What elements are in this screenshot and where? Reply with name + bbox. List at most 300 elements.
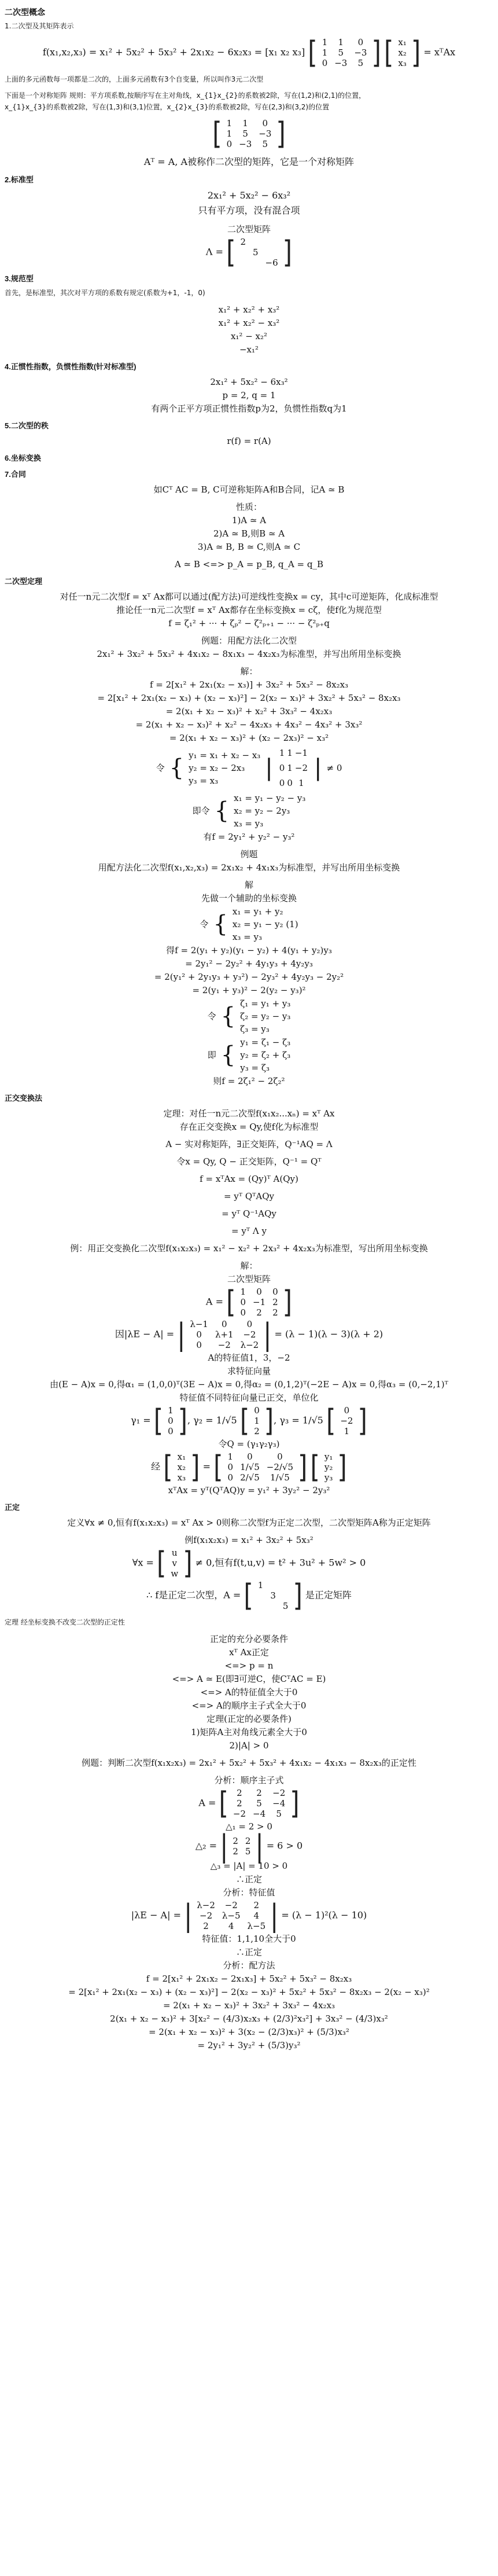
matrix-cell: −2 (340, 1416, 353, 1426)
theorem-line: 存在正交变换x = Qy,使f化为标准型 (179, 1122, 319, 1132)
pd-label: ∴ f是正定二次型，A = (146, 1589, 241, 1601)
y-vector (311, 1451, 347, 1483)
matrix-cell: λ+1 (215, 1329, 234, 1340)
matrix-row (193, 1900, 269, 1910)
conclusion: ∴正定 (235, 1947, 262, 1957)
section-title: 二次型定理 (5, 577, 43, 586)
matrix-a-display (212, 115, 286, 151)
congruence-prop: 2)A ≃ B,则B ≃ A (213, 528, 285, 539)
lambda-matrix (226, 234, 293, 270)
matrix-row (186, 1329, 262, 1340)
section-title: 6.坐标变换 (5, 454, 41, 462)
matrix-row (167, 1548, 182, 1558)
matrix-cell: 2 (233, 1836, 238, 1846)
determinant-matrix (278, 745, 309, 791)
forall-result: ≠ 0,恒有f(t,u,v) = t² + 3u² + 5w² > 0 (195, 1557, 366, 1568)
analysis-label: 分析：配方法 (223, 1960, 275, 1971)
final-result: xᵀAx = yᵀ(QᵀAQ)y = y₁² + 3y₂² − 2y₃² (168, 1485, 330, 1495)
matrix-cell: 0 (254, 1405, 260, 1416)
matrix-table (278, 745, 309, 791)
matrix-cell (262, 247, 282, 258)
matrix-cell: y₂ (324, 1462, 333, 1472)
aux-substitution (5, 905, 493, 943)
sub-line: y₂ = ζ₂ + ζ₃ (240, 1050, 291, 1060)
matrix-cell: 0 (246, 1319, 253, 1329)
section-title: 正交变换法 (5, 1094, 43, 1103)
matrix-cell: 0 (168, 1426, 174, 1436)
matrix-cell: −2 (224, 1900, 238, 1910)
minor2-label: △₂ = (195, 1840, 217, 1851)
matrix-cell: y₁ (324, 1451, 333, 1462)
derivation-line: = 2(x₁ + x₂ − x₃)² + x₂² − 4x₂x₃ + 4x₃² − 4x₃² + 3x₃² (135, 719, 363, 730)
char-result: = (λ − 1)²(λ − 10) (281, 1909, 367, 1921)
matrix-row (224, 1451, 297, 1462)
sub-line: ζ₁ = y₁ + y₃ (240, 998, 291, 1009)
matrix-table (250, 1405, 263, 1436)
matrix-bracket-left: [ (219, 1785, 228, 1821)
matrix-cell: 5 (245, 1846, 251, 1857)
matrix-row (223, 139, 275, 149)
matrix-cell: 2 (237, 1788, 242, 1798)
matrix-row (279, 776, 308, 790)
matrix-bracket-right: | (255, 1828, 264, 1864)
congruence-prop: 1)A ≃ A (231, 515, 267, 526)
aux-text: 先做一个辅助的坐标变换 (201, 893, 297, 903)
matrix-table (229, 1836, 254, 1857)
matrix-bracket-right: ] (178, 1402, 188, 1438)
standard-desc: 只有平方项，没有混合项 (198, 205, 300, 216)
matrix-cell: 1 (322, 47, 328, 58)
positive-definite-line (5, 1577, 493, 1613)
matrix-a-block (5, 1284, 493, 1320)
matrix-cell: 0 (262, 118, 268, 128)
matrix-cell: x₃ (177, 1472, 186, 1483)
matrix-row (254, 1601, 292, 1611)
sub-line: ζ₂ = y₂ − y₃ (240, 1011, 291, 1021)
section-title: 3.规范型 (5, 274, 34, 283)
matrix-cell: y₃ (324, 1472, 333, 1483)
sub-line: y₃ = x₃ (189, 776, 219, 786)
matrix-bracket-right: ] (183, 1545, 193, 1581)
solution-label: 解 (244, 880, 253, 890)
matrix-cell: 1 (338, 37, 344, 47)
derivation-line: = 2[x₁² + 2x₁(x₂ − x₃) + (x₂ − x₃)²] − 2(x₂ − x₃)² + 5x₂² + 5x₃² − 8x₂x₃ − 2(x₂ − x₃)² (68, 1987, 430, 1997)
matrix-bracket-right: ] (298, 1449, 308, 1484)
matrix-cell: 0 (279, 778, 285, 788)
matrix-row (164, 1426, 177, 1436)
matrix-cell (237, 258, 249, 268)
matrix-table (237, 1287, 281, 1318)
matrix-table (224, 1451, 297, 1483)
matrix-row (164, 1416, 177, 1426)
matrix-title: 二次型矩阵 (227, 1274, 271, 1284)
matrix-cell: 1 (322, 37, 328, 47)
matrix-cell: 0 (247, 1451, 253, 1462)
matrix-cell (267, 1601, 279, 1611)
matrix-row (167, 1558, 182, 1568)
example-text: 例题：判断二次型f(x₁x₂x₃) = 2x₁² + 5x₂² + 5x₃² + 4x₁x₂ − 4x₁x₃ − 8x₂x₃的正定性 (82, 1758, 416, 1768)
matrix-cell: 1 (279, 748, 285, 758)
sub-line: ζ₃ = y₃ (240, 1024, 270, 1034)
derivation-line: = 2(y₁ + y₃)² − 2(y₂ − y₃)² (192, 985, 306, 995)
matrix-bracket-left: [ (244, 1577, 253, 1613)
substitution-lines (240, 997, 290, 1035)
matrix-cell: 0 (226, 139, 233, 149)
matrix-cell: 0 (256, 1287, 262, 1297)
matrix-row (193, 1921, 269, 1931)
note-text: 下面是一个对称矩阵 规则：平方项系数,按顺序写在主对角线，x_{1}x_{2}的系数被2除，写在(1,2)和(2,1)的位置， (5, 91, 366, 100)
matrix-row (394, 58, 410, 68)
then-label: 即 (207, 1050, 216, 1060)
matrix-row (174, 1451, 189, 1462)
matrix-table (164, 1405, 177, 1436)
matrix-cell: −2 (200, 1910, 213, 1921)
matrix-cell: 1 (242, 118, 248, 128)
note-text: x_{1}x_{3}的系数被2除，写在(1,3)和(3,1)位置，x_{2}x_{3}的系数被2除，写在(2,3)和(3,2)的位置 (5, 103, 330, 111)
substitution-lines (240, 1036, 290, 1074)
derivation-line: f = 2[x₁² + 2x₁(x₂ − x₃)] + 3x₂² + 5x₃² − 8x₂x₃ (149, 679, 349, 690)
q-matrix (213, 1451, 307, 1483)
matrix-cell: 0 (344, 1405, 350, 1416)
derivation-line: = 2[x₁² + 2x₁(x₂ − x₃) + (x₂ − x₃)²] − 2(x₂ − x₃)² + 3x₂² + 5x₃² − 8x₂x₃ (97, 693, 401, 703)
derivation-line: = 2(x₁ + x₂ − x₃)² + (x₂ − 2x₃)² − x₃² (169, 733, 329, 743)
gamma3-label: γ₃ = (279, 1414, 300, 1426)
matrix-cell: 5 (276, 1809, 282, 1819)
matrix-bracket-right: ] (371, 34, 381, 70)
matrix-row (250, 1416, 263, 1426)
matrix-row (229, 1836, 254, 1846)
brace: { (220, 1003, 236, 1030)
matrix-cell (249, 258, 262, 268)
a-label: A = (198, 1797, 216, 1809)
equation-right: = xᵀAx (423, 46, 456, 58)
char-label: 因|λE − A| = (115, 1328, 175, 1340)
matrix-bracket-right: ] (190, 1449, 200, 1484)
characteristic-eq (5, 1897, 493, 1933)
matrix-bracket-left: [ (326, 1402, 336, 1438)
eigenvectors: 由(E − A)x = 0,得α₁ = (1,0,0)ᵀ(3E − A)x = 0,得α₂ = (0,1,2)ᵀ(−2E − A)x = 0,得α₃ = (0,−2,1)ᵀ (50, 1379, 448, 1390)
section-title: 5.二次型的秩 (5, 421, 49, 430)
matrix-row (321, 1451, 337, 1462)
matrix-cell: 0 (272, 1287, 278, 1297)
matrix-title: 二次型矩阵 (227, 224, 271, 234)
matrix-row (237, 1287, 281, 1297)
section-title: 7.合同 (5, 470, 26, 479)
matrix-cell: −3 (354, 47, 367, 58)
equation-left: f(x₁,x₂,x₃) = x₁² + 5x₂² + 5x₃² + 2x₁x₂ − 6x₂x₃ = [x₁ x₂ x₃] (42, 46, 305, 58)
diagonal-matrix (5, 234, 493, 270)
criteria-line: 正定的充分必要条件 (209, 1634, 288, 1644)
matrix-cell: 0 (357, 37, 364, 47)
sub-line: x₃ = y₃ (232, 932, 262, 942)
matrix-table (230, 1788, 289, 1819)
conclusion: ∴正定 (235, 1874, 262, 1884)
matrix-cell: 1 (227, 1451, 234, 1462)
let-label: 令 (200, 919, 209, 929)
inertia-desc: 有两个正平方项正惯性指数p为2，负惯性指数q为1 (151, 403, 347, 414)
theorem-line: 令x = Qy, Q − 正交矩阵，Q⁻¹ = Qᵀ (176, 1156, 322, 1167)
matrix-bracket-right: ] (293, 1577, 303, 1613)
matrix-row (186, 1340, 262, 1350)
matrix-cell: 2 (256, 1788, 262, 1798)
matrix-table (193, 1900, 269, 1931)
derivation-line: f = 2[x₁² + 2x₁x₂ − 2x₁x₃] + 5x₂² + 5x₃² − 8x₂x₃ (146, 1974, 352, 1984)
example-text: 用配方法化二次型f(x₁,x₂,x₃) = 2x₁x₂ + 4x₁x₃为标准型，并写出所用坐标变换 (98, 862, 400, 873)
matrix-cell (249, 237, 262, 247)
matrix-cell: 2 (203, 1921, 209, 1931)
rank-eq: r(f) = r(A) (227, 436, 271, 446)
matrix-cell: 1 (287, 748, 293, 758)
matrix-cell: −3 (334, 58, 348, 68)
matrix-cell: 2 (254, 1426, 260, 1436)
minor-line: △₃ = |A| = 10 > 0 (210, 1861, 288, 1871)
matrix-cell: 1 (344, 1426, 350, 1436)
matrix-cell: 4 (228, 1921, 234, 1931)
matrix-cell: 2 (272, 1307, 278, 1318)
derivation-line: = yᵀ Q⁻¹AQy (222, 1208, 276, 1219)
matrix-cell: 2 (272, 1297, 278, 1307)
matrix-row (164, 1405, 177, 1416)
example-text: 2x₁² + 3x₂² + 5x₃² + 4x₁x₂ − 8x₁x₃ − 4x₂x₃为标准型，并写出所用坐标变换 (97, 649, 401, 659)
minor2-result: = 6 > 0 (266, 1840, 303, 1851)
char-label: |λE − A| = (131, 1909, 181, 1921)
matrix-row (319, 47, 371, 58)
eigenvalues: 特征值：1,1,10全大于0 (202, 1934, 296, 1944)
det-bar: | (265, 755, 273, 781)
zeta-substitution (5, 997, 493, 1035)
matrix-row (279, 761, 308, 775)
symmetric-note: Aᵀ = A, A被称作二次型的矩阵，它是一个对称矩阵 (143, 156, 355, 167)
matrix-row (224, 1462, 297, 1472)
matrix-table (223, 118, 275, 149)
example-text: 例：用正交变换化二次型f(x₁x₂x₃) = x₁² − x₂² + 2x₃² + 4x₂x₃为标准型，写出所用坐标变换 (70, 1243, 428, 1254)
matrix-row (237, 1297, 281, 1307)
matrix-row (230, 1798, 289, 1809)
derivation-line: f = xᵀAx = (Qy)ᵀ A(Qy) (200, 1174, 298, 1184)
matrix-cell: 1 (168, 1405, 174, 1416)
congruence-equiv: A ≃ B <=> p_A = p_B, q_A = q_B (174, 559, 324, 569)
section-title: 正定 (5, 1503, 20, 1512)
gamma3-coef: 1/√5 (302, 1414, 323, 1426)
matrix-cell: x₁ (398, 37, 407, 47)
matrix-table (337, 1405, 356, 1436)
derivation-line: = 2(y₁² + 2y₁y₃ + y₃²) − 2y₃² + 4y₂y₃ − 2y₂² (154, 972, 344, 982)
matrix-bracket-right: ] (282, 1284, 293, 1320)
pd-matrix (244, 1577, 303, 1613)
matrix-row (250, 1405, 263, 1416)
sub-line: y₂ = x₂ − 2x₃ (189, 763, 245, 773)
matrix-bracket-right: ] (357, 1402, 367, 1438)
matrix-bracket-right: ] (290, 1785, 300, 1821)
matrix-bracket-left: [ (163, 1449, 173, 1484)
matrix-cell: 2 (245, 1836, 251, 1846)
matrix-row (254, 1590, 292, 1601)
criteria-line: 定理(正定的必要条件) (206, 1714, 292, 1724)
theorem-line: f = ζ₁² + ··· + ζₚ² − ζ²ₚ₊₁ − ··· − ζ²ₚ₊q (168, 618, 330, 629)
vector-x (383, 34, 421, 70)
matrix-bracket-left: [ (156, 1545, 167, 1581)
matrix-cell: 5 (282, 1601, 289, 1611)
characteristic-eq (5, 1316, 493, 1352)
matrix-a (226, 1284, 293, 1320)
section-desc: 首先，是标准型，其次对平方项的系数有规定(系数为+1，-1，0) (5, 289, 205, 297)
lambda-label: Λ = (205, 246, 223, 258)
eigenvalues: A的特征值1，3，−2 (208, 1353, 290, 1363)
matrix-cell: λ−2 (197, 1900, 215, 1910)
matrix-cell: −2 (294, 763, 308, 773)
derivation-line: = 2y₁² − 2y₂² + 4y₁y₃ + 4y₂y₃ (185, 958, 313, 969)
matrix-cell: x₂ (398, 47, 407, 58)
matrix-bracket-right: ] (264, 1402, 274, 1438)
matrix-bracket-left: | (220, 1828, 228, 1864)
trans-label: 经 (151, 1461, 161, 1472)
sub-line: y₁ = x₁ + x₂ − x₃ (189, 750, 261, 760)
gamma2-vector (239, 1402, 274, 1438)
theorem-line: A − 实对称矩阵，∃正交矩阵，Q⁻¹AQ = Λ (165, 1139, 333, 1149)
result-line: 有f = 2y₁² + y₂² − y₃² (203, 832, 295, 842)
matrix-cell: u (171, 1548, 178, 1558)
matrix-bracket-left: [ (226, 1284, 236, 1320)
matrix-cell: 3 (270, 1590, 276, 1601)
derivation-line: = 2(x₁ + x₂ − x₃)² + 3(x₂ − (2/3)x₃)² + (5/3)x₃² (149, 2027, 349, 2037)
sub-line: x₁ = y₁ + y₂ (232, 906, 283, 917)
result-line: 则f = 2ζ₁² − 2ζ₂² (213, 1076, 285, 1086)
matrix-table (254, 1580, 292, 1611)
matrix-row (237, 1307, 281, 1318)
criteria-line: 2)|A| > 0 (229, 1740, 269, 1751)
section-title: 二次型概念 (5, 8, 45, 17)
matrix-row (337, 1405, 356, 1416)
sub-line: x₂ = y₂ − 2y₃ (234, 806, 290, 816)
matrix-bracket-left: [ (213, 1449, 223, 1484)
definition: 定义∀x ≠ 0,恒有f(x₁x₂x₃) = xᵀ Ax > 0则称二次型f为正定二次型，二次型矩阵A称为正定矩阵 (67, 1517, 431, 1528)
gamma2-label: γ₂ = (193, 1414, 213, 1426)
theorem-heading: 定理 经坐标变换不改变二次型的正定性 (5, 1618, 125, 1626)
matrix-row (319, 37, 371, 47)
matrix-cell: x₃ (398, 58, 407, 68)
derivation-line: = 2(x₁ + x₂ − x₃)² + x₂² + 3x₃² − 4x₂x₃ (165, 706, 333, 716)
solution-label: 解： (240, 666, 258, 677)
det-bar: | (314, 755, 322, 781)
canonical-line: x₁² − x₂² (230, 331, 268, 341)
matrix-cell (279, 1580, 292, 1590)
matrix-cell: x₂ (177, 1462, 186, 1472)
matrix-row (337, 1416, 356, 1426)
matrix-cell: −3 (259, 128, 272, 139)
matrix-row (230, 1809, 289, 1819)
matrix-row (237, 258, 281, 268)
matrix-row (167, 1568, 182, 1579)
substitution-lines (234, 792, 305, 830)
matrix-cell (267, 1580, 279, 1590)
matrix-cell: −2 (243, 1329, 256, 1340)
matrix-cell: 1 (254, 1416, 260, 1426)
quadratic-form-equation (5, 34, 493, 70)
symmetric-matrix (5, 115, 493, 151)
matrix-cell: w (171, 1568, 179, 1579)
matrix-cell: 4 (253, 1910, 260, 1921)
example-title: 例题：用配方法化二次型 (201, 635, 297, 646)
neq-zero: ≠ 0 (326, 763, 342, 773)
matrix-bracket-left: [ (153, 1402, 164, 1438)
matrix-cell: 5 (338, 47, 344, 58)
matrix-cell: −2/√5 (266, 1462, 294, 1472)
gamma1-vector (153, 1402, 188, 1438)
derivation-line: = yᵀ QᵀAQy (223, 1191, 275, 1201)
matrix-cell: 0 (196, 1329, 202, 1340)
canonical-line: x₁² + x₂² − x₃² (218, 318, 280, 328)
matrix-cell: −1 (253, 1297, 266, 1307)
matrix-bracket-right: ] (411, 34, 421, 70)
matrix-bracket-left: [ (310, 1449, 320, 1484)
theorem-line: 推论任一n元二次型f = xᵀ Ax都存在坐标变换x = cζ，使f化为规范型 (116, 605, 382, 615)
section-title: 4.正惯性指数，负惯性指数(针对标准型) (5, 362, 137, 371)
canonical-line: −x₁² (239, 344, 259, 355)
matrix-row (237, 247, 281, 258)
unit-vectors: γ₁ = [ 1 0 0 ] , γ₂ = 1/√5 [ 0 1 2 ] , γ₃ = 1/√5 [ 0 −2 1 ] (131, 1402, 367, 1438)
orthogonal-note: 特征值不同特征向量已正交，单位化 (179, 1392, 319, 1403)
note-text: 上面的多元函数每一项都是二次的，上面多元函数有3个自变量，所以叫作3元二次型 (5, 75, 264, 83)
matrix-bracket-left: | (177, 1316, 186, 1352)
theorem-line: 对任一n元二次型f = xᵀ Ax都可以通过(配方法)可逆线性变换x = cy，其中c可逆矩阵，化成标准型 (60, 591, 438, 602)
matrix-row (279, 746, 308, 760)
matrix-bracket-left: [ (239, 1402, 250, 1438)
analysis-label: 分析：顺序主子式 (214, 1775, 284, 1785)
matrix-bracket-right: | (270, 1897, 279, 1933)
uvw-vector (156, 1545, 193, 1581)
minor-line: △₁ = 2 > 0 (226, 1821, 272, 1832)
matrix-row (254, 1580, 292, 1590)
substitution-lines (189, 749, 260, 787)
matrix-row (321, 1462, 337, 1472)
example-title: 例题 (240, 849, 258, 859)
matrix-cell: 1 (240, 1287, 246, 1297)
matrix-row (250, 1426, 263, 1436)
matrix-cell: 0 (277, 1451, 283, 1462)
substitution-lines (233, 905, 298, 943)
matrix-cell: −2 (272, 1788, 286, 1798)
matrix-bracket-right: ] (337, 1449, 347, 1484)
matrix-cell: 0 (279, 763, 285, 773)
matrix-bracket-right: | (263, 1316, 272, 1352)
matrix-cell: −2 (217, 1340, 231, 1350)
sub-line: x₁ = y₁ − y₂ − y₃ (234, 793, 306, 803)
brace: { (213, 911, 228, 938)
section-title: 2.标准型 (5, 175, 34, 184)
matrix-cell: 0 (227, 1462, 234, 1472)
solution-label: 解： (240, 1261, 258, 1271)
gamma1-label: γ₁ = (131, 1414, 151, 1426)
matrix-a-block (5, 1785, 493, 1821)
criteria-line: 1)矩阵A主对角线元素全大于0 (191, 1727, 307, 1737)
criteria-line: <=> A ≃ E(即∃可逆C，使CᵀAC = E) (172, 1674, 326, 1684)
matrix-cell: 1/√5 (270, 1472, 290, 1483)
matrix-cell: 5 (262, 139, 268, 149)
matrix-table (321, 1451, 337, 1483)
congruence-prop: 3)A ≃ B, B ≃ C,则A ≃ C (197, 542, 301, 552)
canonical-line: x₁² + x₂² + x₃² (218, 304, 280, 315)
matrix-cell: −6 (265, 258, 278, 268)
matrix-bracket-right: ] (282, 234, 293, 270)
matrix-row (174, 1462, 189, 1472)
sub-line: y₁ = ζ₁ − ζ₃ (240, 1037, 291, 1048)
brace: { (214, 798, 230, 824)
matrix-cell: 2 (256, 1307, 262, 1318)
matrix-cell: x₁ (177, 1451, 186, 1462)
matrix-cell: v (172, 1558, 177, 1568)
a-label: A = (205, 1296, 223, 1307)
transform-eq: 经 [ x₁ x₂ x₃ ] = [ 1 0 0 0 1/√5 −2/√5 0 2/√5 1/√5 ] [ y₁ y₂ y₃ ] (151, 1449, 347, 1484)
